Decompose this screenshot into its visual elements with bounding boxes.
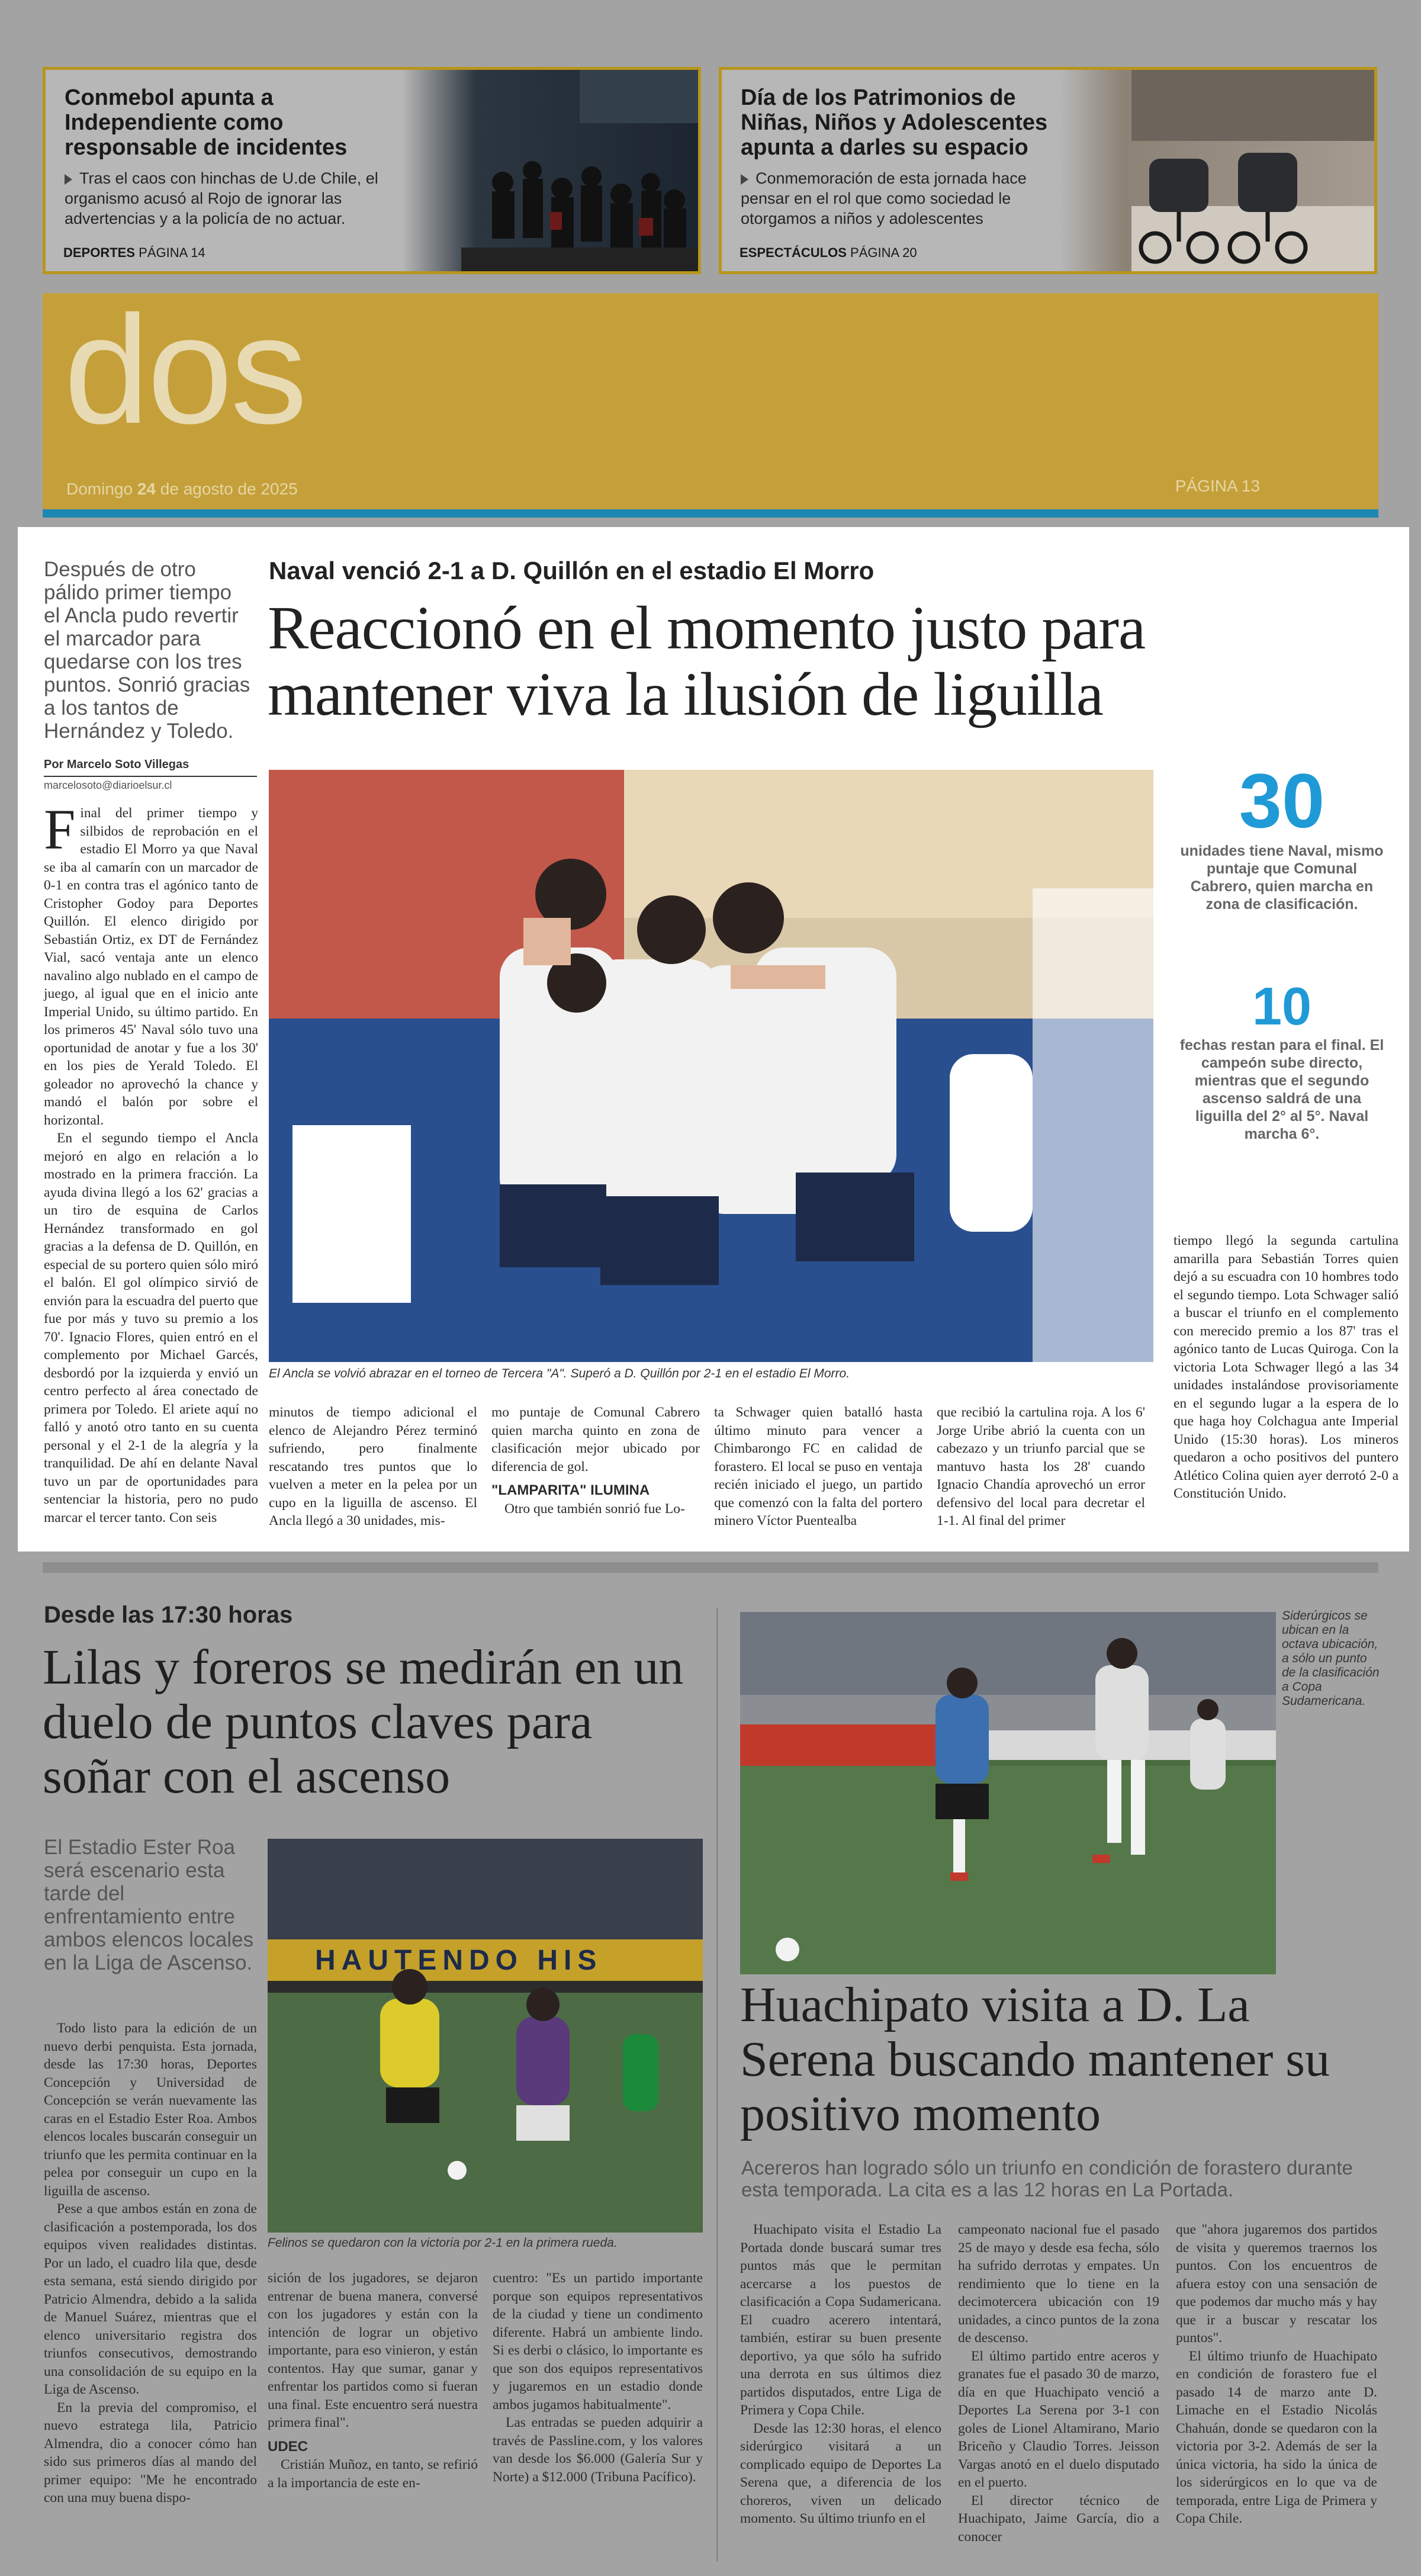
headline: Lilas y foreros se medirán en un duelo de puntos claves para soñar con el ascenso xyxy=(43,1640,684,1804)
article-column: que recibió la cartulina roja. A los 6' Jorge Uribe abrió la cuenta con un cabezazo y un triunfo parcial que se mantuvo hasta los 28' cuando Ignacio Chandía aprovechó un error defensivo del local para decretar el 1-1. Al final del primer xyxy=(937,1405,1145,1528)
byline-email: marcelosoto@diarioelsur.cl xyxy=(44,776,257,792)
headline: Huachipato visita a D. La Serena buscando mantener su positivo momento xyxy=(740,1977,1330,2141)
article-column: tiempo llegó la segunda cartulina amarilla para Sebastián Torres quien dejó a su escuadra con 10 hombres todo el segundo tiempo. Lota Schwager salió a buscar el triunfo en el complemento con merecido premio a los 87' tras el agónico tanto de Lucas Quiroga. Con la victoria Lota Schwager llegó a las 34 unidades instalándose provisoriamente en el segundo lugar a la espera de lo que haga hoy Colchagua ante Imperial Unido (15:30 horas). Los mineros quedaron a ocho positivos del puntero Atlético Colina quien ayer derrotó 2-0 a Constitución Unido. xyxy=(1174,1233,1399,1501)
section-masthead xyxy=(43,284,1378,509)
photo-caption: Felinos se quedaron con la victoria por 2-1 en la primera rueda. xyxy=(268,2236,618,2250)
lede: El Estadio Ester Roa será escenario esta tarde del enfrentamiento entre ambos elencos locales en la Liga de Ascenso. xyxy=(44,1836,254,1974)
stat-text: fechas restan para el final. El campeón sube directo, mientras que el segundo ascenso saldrá de una liguilla del 2° al 5°. Naval marcha 6°. xyxy=(1179,1037,1384,1142)
article-column: Final del primer tiempo y silbidos de reprobación en el estadio El Morro ya que Naval se iba al camarín con un marcador de 0-1 en contra tras el agónico tanto de Cristopher Godoy para Deportes Quillón. El elenco dirigido por Sebastián Ortiz, ex DT de Fernández Vial, sacó ventaja ante un elenco navalino algo nublado en el campo de juego, al igual que en el inicio ante Imperial Unido, su último partido. En los primeros 45' Naval sólo tuvo una oportunidad de anotar y fue a los 30' en los pies de Yerald Toledo. El goleador no aprovechó la chance y mandó el balón por sobre el horizontal. En el segundo tiempo el Ancla mejoró en algo en relación a lo mostrado en la primera fracción. La ayuda divina llegó a los 62' gracias a un tiro de esquina de Carlos Hernández transformado en gol gracias a la defensa de D. Quillón, en especial de su portero quien sólo miró el balón. El gol olímpico sirvió de envión para la escuadra del puerto que fue por más y tuvo su premio a los 70'. Ignacio Flores, quien entró en el complemento por Michael Garcés, desbordó por la izquierda y envió un centro perfecto al área conectado de primera por Toledo. El ariete aquí no falló y anotó otro tanto en su cuenta personal y el 2-1 de la alegría y la tranquilidad. De ahí en delante Naval tuvo un par de oportunidades para sentenciar la historia, pero no pudo marcar el tercer tanto. Con seis xyxy=(44,798,258,1525)
stadium-banner: HAUTENDO HIS xyxy=(315,1945,603,1976)
lede: Acereros han logrado sólo un triunfo en condición de forastero durante esta temporada. La cita es a las 12 horas en La Portada. xyxy=(741,2157,1353,2201)
kicker: Desde las 17:30 horas xyxy=(44,1602,293,1628)
main-photo-naval xyxy=(269,770,1153,1362)
article-column: cuentro: "Es un partido importante porque son equipos representativos de la ciudad y tiene un condimento diferente. Habrá un ambiente lindo. Si es derbi o clásico, lo importante es que son dos equipos representativos y jugaremos en un estadio donde ambos jugamos habitualmente". Las entradas se pueden adquirir a través de Passline.com, y los valores van desde los $6.000 (Galería Sur y Norte) a $12.000 (Tribuna Pacífico). xyxy=(493,2270,703,2485)
stat-number: 10 xyxy=(1252,977,1312,1036)
teaser-text: Tras el caos con hinchas de U.de Chile, el organismo acusó al Rojo de ignorar las advertencias y a la policía de no actuar. xyxy=(65,169,378,227)
article-column: que "ahora jugaremos dos partidos de visita y queremos traernos los puntos. Con los encuentros de afuera estoy con una sensación de que podemos dar mucho más y hay que ir a buscar y rescatar los puntos". El último triunfo de Huachipato en condición de forastero fue el pasado 14 de marzo ante D. Limache en el Estadio Nicolás Chahuán, donde se quedaron con la victoria por 3-2. Además de ser la única victoria, ha sido la única de los siderúrgicos en lo que va de temporada, entre Liga de Primera y Copa Chile. xyxy=(1176,2222,1377,2526)
article-naval xyxy=(18,527,1409,1552)
section-divider xyxy=(43,1562,1378,1573)
stat-number: 30 xyxy=(1239,757,1325,844)
teaser-title: Conmebol apunta a Independiente como responsable de incidentes xyxy=(65,85,348,160)
photo-caption: El Ancla se volvió abrazar en el torneo de Tercera "A". Superó a D. Quillón por 2-1 en el estadio El Morro. xyxy=(269,1367,850,1380)
teaser-text: Conmemoración de esta jornada hace pensar en el rol que como sociedad le otorgamos a niños y adolescentes xyxy=(741,169,1027,227)
column-rule xyxy=(716,1608,718,2561)
masthead-date: Domingo 24 de agosto de 2025 xyxy=(66,480,298,498)
photo-caption: Siderúrgicos se ubican en la octava ubicación, a sólo un punto de la clasificación a Copa Sudamericana. xyxy=(1282,1609,1380,1708)
article-column: minutos de tiempo adicional el elenco de Alejandro Pérez terminó sufriendo, pero finalmente rescatando tres puntos que lo vuelven a meter en la pelea por un cupo en la liguilla de ascenso. El Ancla llegó a 30 unidades, mis- xyxy=(269,1405,477,1528)
subhead: "LAMPARITA" ILUMINA xyxy=(491,1482,650,1498)
article-column: Huachipato visita el Estadio La Portada donde buscará sumar tres puntos más que le permitan acercarse a los puestos de clasificación a Copa Sudamericana. El cuadro acerero intentará, también, estirar su buen presente deportivo, ya que sólo ha sufrido una derrota en sus últimos diez partidos disputados, entre Liga de Primera y Copa Chile. Desde las 12:30 horas, el elenco siderúrgico visitará a un complicado equipo de Deportes La Serena que, a diferencia de los choreros, viven un delicado momento. Su último triunfo en el xyxy=(740,2222,941,2526)
article-column: sición de los jugadores, se dejaron entrenar de buena manera, conversé con los jugadores y están con la intención de lograr un objetivo importante, para eso vinieron, y están contentos. Hay que sumar, ganar y enfrentar los partidos como si fueran una final. Este encuentro será nuestra primera final". UDEC Cristián Muñoz, en tanto, se refirió a la importancia de este en- xyxy=(268,2270,478,2491)
article-column: ta Schwager quien batalló hasta último minuto para vencer a Chimbarongo FC en calidad de forastero. El local se puso en ventaja recién iniciado el juego, un partido que comenzó con la falta del portero minero Víctor Puentealba xyxy=(714,1405,922,1528)
photo-derbi xyxy=(268,1839,703,2233)
subhead: UDEC xyxy=(268,2438,308,2455)
lede: Después de otro pálido primer tiempo el Ancla pudo revertir el marcador para quedarse con los tres puntos. Sonrió gracias a los tantos de Hernández y Toledo. xyxy=(44,558,250,743)
teaser-patrimonios[interactable] xyxy=(719,67,1377,274)
byline: Por Marcelo Soto Villegas xyxy=(44,758,189,771)
teaser-independiente[interactable] xyxy=(43,67,701,274)
stat-rounds xyxy=(1166,977,1397,1143)
triangle-bullet-icon xyxy=(741,174,748,185)
teaser-title: Día de los Patrimonios de Niñas, Niños y Adolescentes apunta a darles su espacio xyxy=(741,85,1048,160)
teaser-photo-crowd xyxy=(402,70,698,271)
article-column: mo puntaje de Comunal Cabrero quien marcha quinto en zona de clasificación mejor ubicado por diferencia de gol. "LAMPARITA" ILUMINA Otro que también sonrió fue Lo- xyxy=(491,1405,700,1517)
section-name: dos xyxy=(64,284,306,456)
masthead-rule xyxy=(43,509,1378,518)
teaser-section: ESPECTÁCULOS PÁGINA 20 xyxy=(740,245,917,260)
teaser-photo-strollers xyxy=(1060,70,1374,271)
triangle-bullet-icon xyxy=(65,174,72,185)
kicker: Naval venció 2-1 a D. Quillón en el estadio El Morro xyxy=(269,557,875,584)
drop-cap: F xyxy=(44,798,76,861)
teaser-section: DEPORTES PÁGINA 14 xyxy=(63,245,205,260)
stat-points xyxy=(1166,759,1397,913)
photo-huachipato xyxy=(740,1612,1276,1974)
article-column: Todo listo para la edición de un nuevo derbi penquista. Esta jornada, desde las 17:30 horas, Deportes Concepción y Universidad de Concepción se verán nuevamente las caras en el Estadio Ester Roa. Ambos elencos locales buscarán conseguir un triunfo que les permita continuar en la pelea por conseguir un cupo en la liguilla de ascenso. Pese a que ambos están en zona de clasificación a postemporada, los dos equipos viven realidades distintas. Por un lado, el cuadro lila que, desde esta semana, está siendo dirigido por Patricio Almendra, debido a la salida de Manuel Suárez, mientras que el elenco universitario registra dos triunfos consecutivos, demostrando una consolidación de su equipo en la Liga de Ascenso. En la previa del compromiso, el nuevo estratega lila, Patricio Almendra, dio a conocer cómo han sido sus primeros días al mando del primer equipo: "Me he encontrado con una muy buena dispo- xyxy=(44,2021,257,2506)
article-column: campeonato nacional fue el pasado 25 de mayo y desde esa fecha, sólo ha sufrido derrotas y empates. Un rendimiento que lo tiene en la decimotercera ubicación con 19 unidades, a cinco puntos de la zona de descenso. El último partido entre aceros y granates fue el pasado 30 de marzo, día en que Huachipato venció a Deportes La Serena por 3-1 con goles de Lionel Altamirano, Mario Briceño y Claudio Torres. Jeisson Vargas anotó en el duelo disputado en el puerto. El director técnico de Huachipato, Jaime García, dio a conocer xyxy=(958,2222,1159,2545)
headline: Reaccionó en el momento justo para mantener viva la ilusión de liguilla xyxy=(268,594,1146,728)
page-number: PÁGINA 13 xyxy=(1175,477,1260,495)
stat-text: unidades tiene Naval, mismo puntaje que Comunal Cabrero, quien marcha en zona de clasificación. xyxy=(1180,843,1384,913)
